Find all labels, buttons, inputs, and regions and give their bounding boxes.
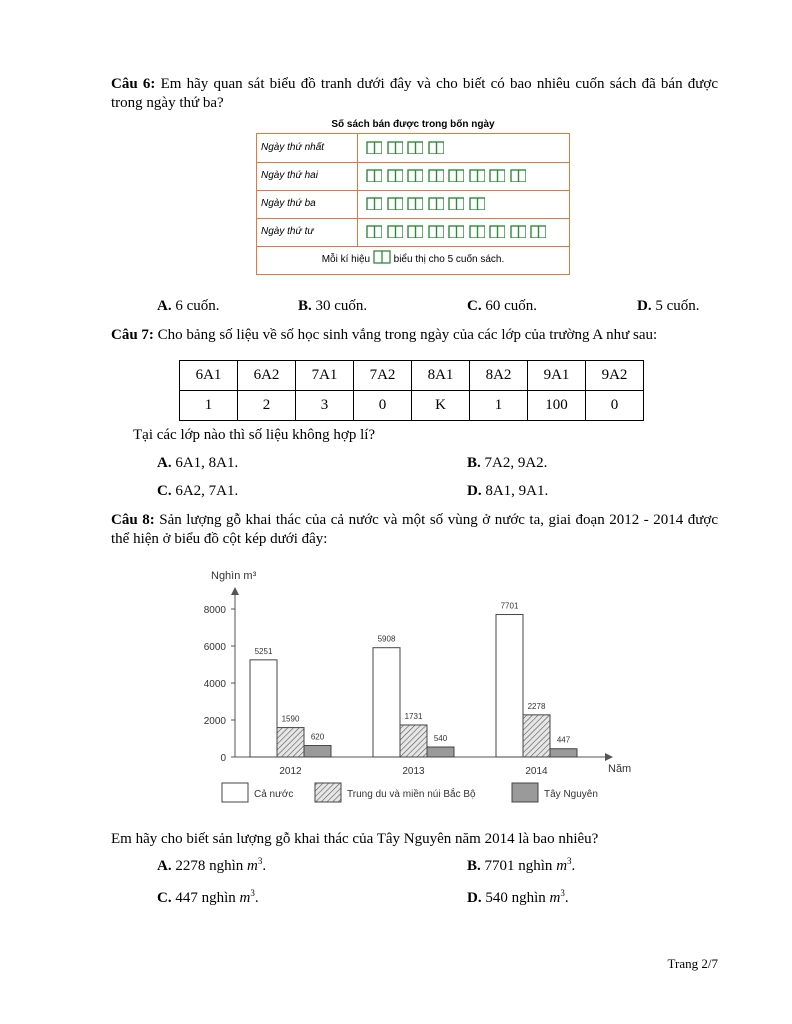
pictograph-day: Ngày thứ ba <box>261 198 316 209</box>
pictograph-row <box>257 218 569 247</box>
table-header-cell: 8A2 <box>470 361 528 391</box>
bar <box>277 728 304 757</box>
option-text: 7A2, 9A2. <box>484 455 548 471</box>
pictograph-key <box>257 250 569 265</box>
book-icon <box>366 169 382 182</box>
table-header-cell: 6A2 <box>238 361 296 391</box>
option-text: 6A1, 8A1. <box>175 455 239 471</box>
pictograph-icons <box>357 218 570 246</box>
option-label: D. <box>637 298 652 314</box>
bar-value-label: 1731 <box>404 711 423 721</box>
pictograph-day: Ngày thứ hai <box>261 170 318 181</box>
q8-prompt <box>111 511 718 549</box>
y-axis-label: Nghìn m³ <box>211 570 257 582</box>
option-label: D. <box>467 483 482 499</box>
option-label: B. <box>467 455 481 471</box>
q8-label: Câu 8: <box>111 512 155 528</box>
book-icon <box>510 225 526 238</box>
book-icon <box>407 169 423 182</box>
option-label: B. <box>298 298 312 314</box>
q8-option-b[interactable]: B. 7701 nghìn $m^3$. <box>467 856 576 874</box>
table-row <box>180 391 644 421</box>
x-tick-label: 2013 <box>402 766 425 777</box>
q8-option-a[interactable]: A. 2278 nghìn $m^3$. <box>157 856 267 874</box>
option-text: 6 cuốn. <box>175 298 220 314</box>
option-label: B. <box>467 858 481 874</box>
unit-exponent: 3 <box>257 856 263 866</box>
option-text: 8A1, 9A1. <box>485 483 549 499</box>
option-label: C. <box>467 298 482 314</box>
x-axis-label: Năm <box>608 763 632 775</box>
book-icon <box>407 197 423 210</box>
bar-value-label: 447 <box>556 735 571 745</box>
bar-value-label: 1590 <box>281 714 300 724</box>
bar <box>427 747 454 757</box>
unit-exponent: 3 <box>560 888 565 898</box>
book-icon <box>469 169 485 182</box>
option-label: A. <box>157 455 172 471</box>
q6-option-c[interactable] <box>467 297 537 316</box>
table-cell: 100 <box>528 391 586 421</box>
unit-text: m <box>549 890 561 906</box>
pictograph-day: Ngày thứ nhất <box>261 142 325 153</box>
book-icon <box>530 225 546 238</box>
book-icon <box>407 141 423 154</box>
q8-option-c[interactable]: C. 447 nghìn $m^3$. <box>157 888 259 906</box>
option-text: 30 cuốn. <box>315 298 368 314</box>
table-cell: 1 <box>470 391 528 421</box>
q6-option-a[interactable] <box>157 297 220 316</box>
book-icon <box>387 225 403 238</box>
q7-option-d[interactable] <box>467 482 548 501</box>
pictograph-icons <box>357 162 570 190</box>
q6-option-b[interactable] <box>298 297 367 316</box>
pictograph-day: Ngày thứ tư <box>261 226 314 237</box>
bar-value-label: 620 <box>310 732 325 742</box>
book-icon <box>366 197 382 210</box>
pictograph-icons <box>357 190 570 218</box>
legend-swatch <box>512 783 538 802</box>
option-label: C. <box>157 483 172 499</box>
bar <box>400 725 427 757</box>
q8-question: Em hãy cho biết sản lượng gỗ khai thác của Tây Nguyên năm 2014 là bao nhiêu? <box>111 831 599 847</box>
legend-label: Cả nước <box>254 789 294 800</box>
book-icon <box>387 197 403 210</box>
bar <box>304 746 331 757</box>
book-icon <box>387 141 403 154</box>
table-cell: 1 <box>180 391 238 421</box>
bar <box>550 749 577 757</box>
timber-bar-chart <box>190 565 650 815</box>
pictograph-row <box>257 190 569 219</box>
table-header-cell: 7A1 <box>296 361 354 391</box>
pictograph-row <box>257 162 569 191</box>
book-icon <box>510 169 526 182</box>
unit-exponent: 3 <box>250 888 255 898</box>
x-axis-arrow <box>605 753 613 761</box>
book-icon <box>489 225 505 238</box>
y-tick-label: 2000 <box>203 716 226 727</box>
q7-option-a[interactable] <box>157 454 238 473</box>
option-text: 540 nghìn <box>485 890 546 906</box>
q6-option-d[interactable] <box>637 297 700 316</box>
q7-prompt <box>111 326 718 345</box>
q7-text: Cho bảng số liệu về số học sinh vắng trong ngày của các lớp của trường A như sau: <box>157 327 658 343</box>
table-cell: 3 <box>296 391 354 421</box>
bar-value-label: 540 <box>433 734 448 744</box>
q7-option-c[interactable] <box>157 482 238 501</box>
book-icon <box>366 141 382 154</box>
book-icon <box>489 169 505 182</box>
pictograph-row <box>257 134 569 163</box>
table-cell: 2 <box>238 391 296 421</box>
q6-text: Em hãy quan sát biểu đồ tranh dưới đây và cho biết có bao nhiêu cuốn sách đã bán được trong ngày thứ ba? <box>111 76 719 111</box>
q8-option-d[interactable]: D. 540 nghìn $m^3$. <box>467 888 569 906</box>
bar-value-label: 2278 <box>527 701 546 711</box>
book-icon <box>428 197 444 210</box>
book-icon <box>469 197 485 210</box>
table-cell: 0 <box>586 391 644 421</box>
q7-label: Câu 7: <box>111 327 154 343</box>
book-icon <box>407 225 423 238</box>
bar <box>373 648 400 757</box>
book-icon <box>387 169 403 182</box>
legend-label: Trung du và miền núi Bắc Bộ <box>347 789 476 800</box>
q6-label: Câu 6: <box>111 76 156 92</box>
book-icon <box>448 225 464 238</box>
book-icon <box>428 141 444 154</box>
book-icon <box>373 250 391 264</box>
option-text: 7701 nghìn <box>484 858 553 874</box>
option-label: A. <box>157 298 172 314</box>
option-label: C. <box>157 890 172 906</box>
pictograph-key-before: Mỗi kí hiệu <box>321 254 371 265</box>
book-icon <box>469 225 485 238</box>
bar-value-label: 5908 <box>377 634 396 644</box>
unit-exponent: 3 <box>567 856 572 866</box>
option-label: A. <box>157 858 172 874</box>
bar <box>250 660 277 757</box>
unit-text: m <box>556 858 568 874</box>
book-icon <box>448 197 464 210</box>
book-icon <box>448 169 464 182</box>
legend-swatch <box>222 783 248 802</box>
legend-swatch <box>315 783 341 802</box>
pictograph-icons <box>357 134 570 162</box>
absence-table <box>179 360 644 421</box>
y-axis-arrow <box>231 587 239 595</box>
table-cell: K <box>412 391 470 421</box>
option-label: D. <box>467 890 482 906</box>
table-header-cell: 8A1 <box>412 361 470 391</box>
table-header-cell: 6A1 <box>180 361 238 391</box>
unit-text: m <box>247 858 258 874</box>
table-header-cell: 7A2 <box>354 361 412 391</box>
y-tick-label: 8000 <box>203 605 226 616</box>
legend-label: Tây Nguyên <box>544 789 598 800</box>
option-text: 447 nghìn <box>175 890 236 906</box>
unit-text: m <box>239 890 251 906</box>
book-icon <box>366 225 382 238</box>
option-text: 2278 nghìn <box>175 858 244 874</box>
table-cell: 0 <box>354 391 412 421</box>
x-tick-label: 2014 <box>525 766 548 777</box>
option-text: 60 cuốn. <box>485 298 538 314</box>
option-text: 5 cuốn. <box>655 298 700 314</box>
y-tick-label: 4000 <box>203 679 226 690</box>
y-tick-label: 0 <box>220 753 226 764</box>
y-tick-label: 6000 <box>203 642 226 653</box>
page-number: Trang 2/7 <box>667 956 718 971</box>
q7-option-b[interactable] <box>467 454 547 473</box>
bar-value-label: 5251 <box>254 646 273 656</box>
bar <box>523 715 550 757</box>
bar <box>496 615 523 757</box>
x-tick-label: 2012 <box>279 766 302 777</box>
q6-prompt <box>111 75 718 113</box>
pictograph-table <box>256 133 570 275</box>
bar-value-label: 7701 <box>500 601 519 611</box>
pictograph-title: Số sách bán được trong bốn ngày <box>331 119 495 130</box>
table-header-cell: 9A1 <box>528 361 586 391</box>
pictograph-key-after: biểu thị cho 5 cuốn sách. <box>393 254 505 265</box>
option-text: 6A2, 7A1. <box>175 483 239 499</box>
table-header-row <box>180 361 644 391</box>
book-icon <box>428 225 444 238</box>
q8-text: Sản lượng gỗ khai thác của cả nước và một số vùng ở nước ta, giai đoạn 2012 - 2014 được thể hiện ở biểu đồ cột kép dưới đây: <box>111 512 719 547</box>
book-icon <box>428 169 444 182</box>
table-header-cell: 9A2 <box>586 361 644 391</box>
q7-question: Tại các lớp nào thì số liệu không hợp lí? <box>133 427 376 443</box>
